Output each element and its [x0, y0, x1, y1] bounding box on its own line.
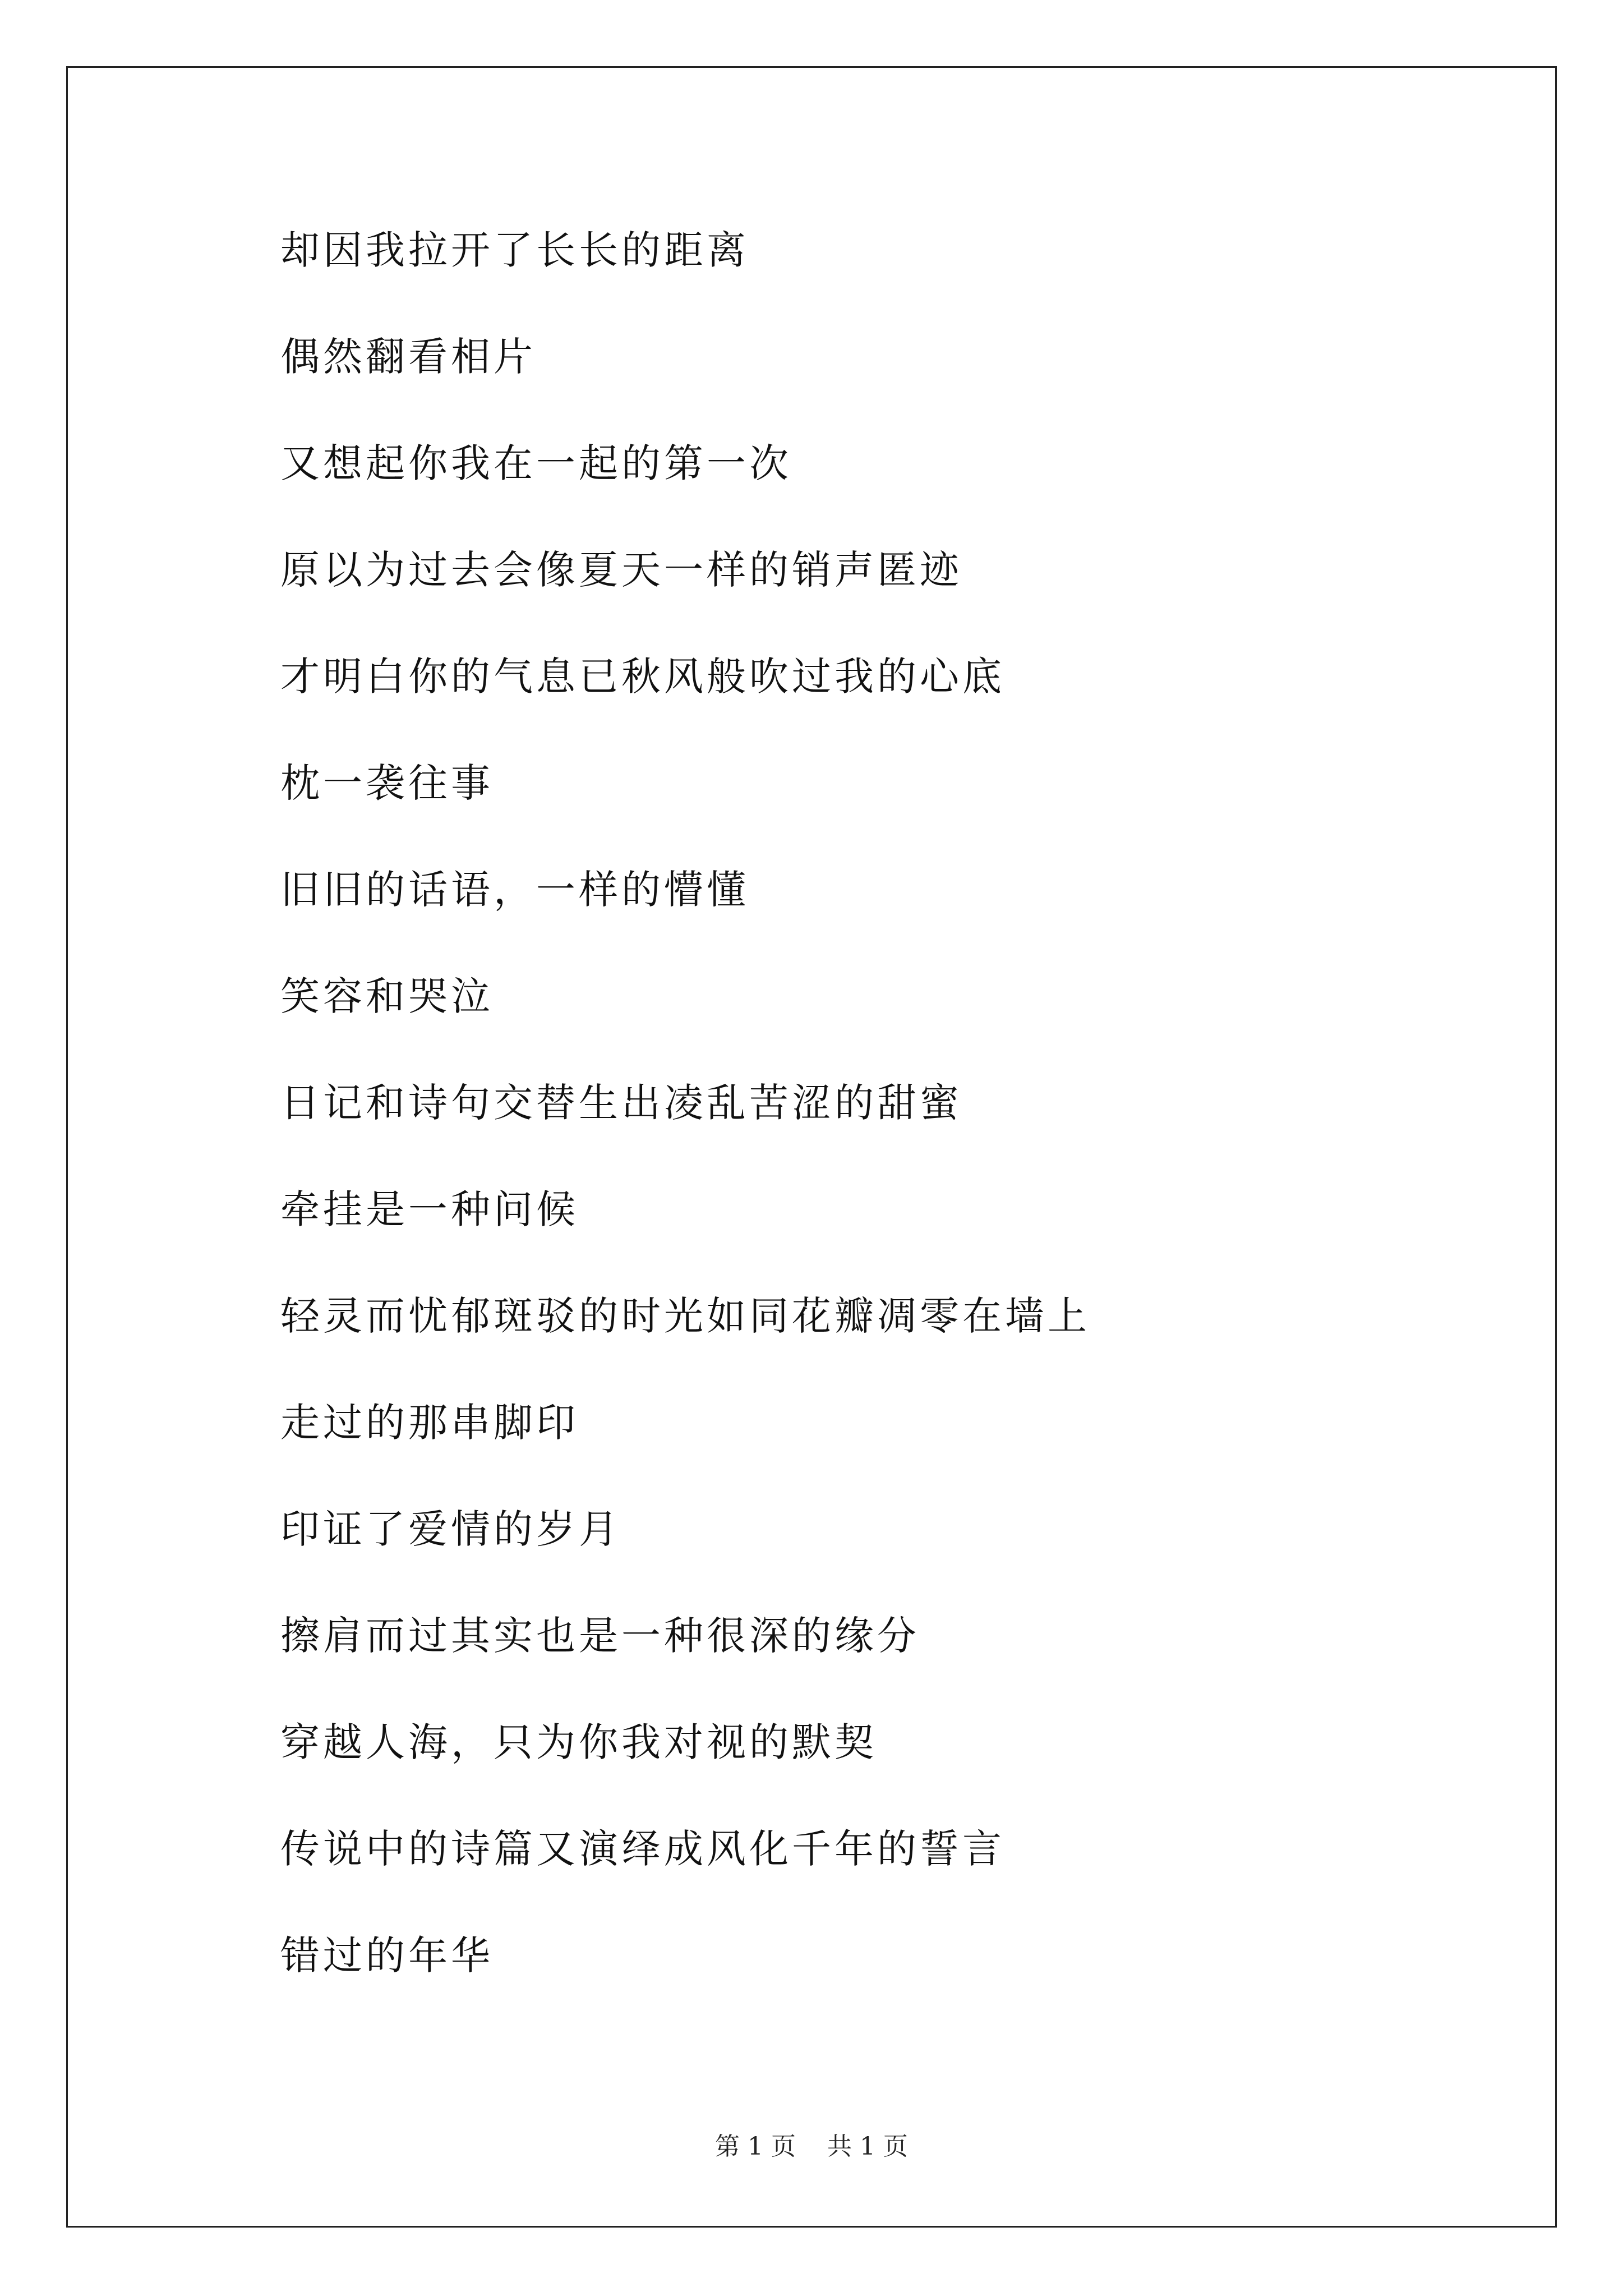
poem-line: 偶然翻看相片	[280, 334, 536, 380]
poem-line: 走过的那串脚印	[280, 1400, 579, 1446]
poem-line: 牵挂是一种问候	[280, 1186, 579, 1232]
poem-line: 才明白你的气息已秋风般吹过我的心底	[280, 654, 1005, 700]
poem-line: 枕一袭往事	[280, 760, 494, 806]
poem-line: 轻灵而忧郁斑驳的时光如同花瓣凋零在墙上	[280, 1293, 1090, 1339]
page-number-footer: 第 1 页 共 1 页	[715, 2132, 908, 2161]
poem-line: 日记和诗句交替生出凌乱苦涩的甜蜜	[280, 1080, 962, 1126]
poem-line: 却因我拉开了长长的距离	[280, 227, 749, 273]
poem-line: 穿越人海，只为你我对视的默契	[280, 1719, 877, 1765]
poem-line: 又想起你我在一起的第一次	[280, 440, 792, 486]
poem-line: 传说中的诗篇又演绎成风化千年的誓言	[280, 1826, 1005, 1872]
poem-line: 错过的年华	[280, 1932, 494, 1978]
poem-text	[280, 223, 1458, 2035]
poem-line: 印证了爱情的岁月	[280, 1506, 621, 1552]
poem-line: 原以为过去会像夏天一样的销声匿迹	[280, 547, 962, 593]
poem-line: 笑容和哭泣	[280, 973, 494, 1019]
poem-line: 旧旧的话语，一样的懵懂	[280, 867, 749, 913]
poem-line: 擦肩而过其实也是一种很深的缘分	[280, 1613, 920, 1659]
